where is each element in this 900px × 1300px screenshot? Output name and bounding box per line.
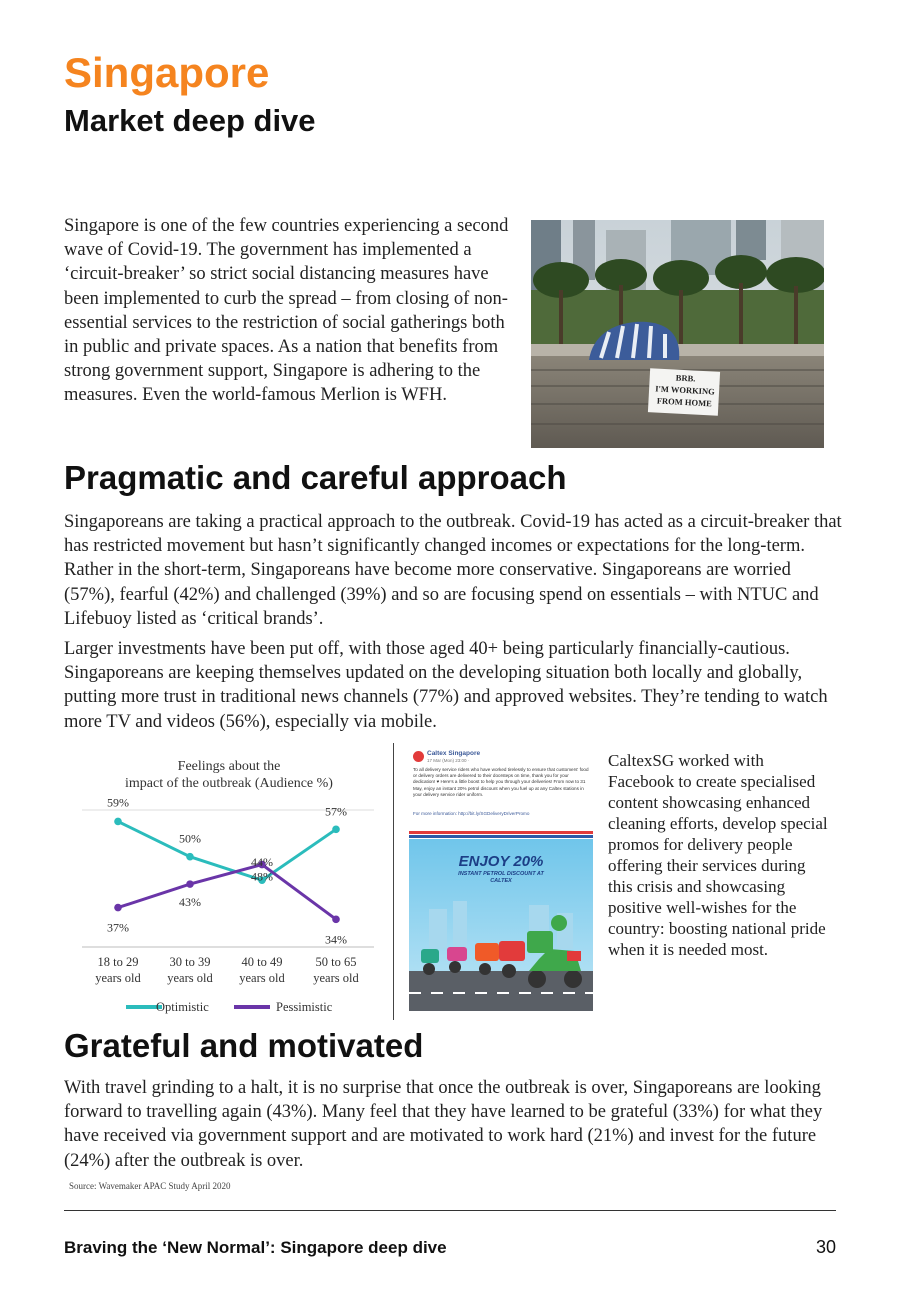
merlion-sign	[650, 370, 720, 410]
data-label-optimistic: 50%	[179, 831, 201, 846]
x-tick-label: 30 to 39	[169, 955, 211, 969]
page-subtitle: Market deep dive	[64, 103, 316, 138]
source-note: Source: Wavemaker APAC Study April 2020	[69, 1181, 231, 1191]
legend-label-pessimistic: Pessimistic	[276, 1000, 333, 1014]
section-heading-pragmatic: Pragmatic and careful approach	[64, 459, 567, 496]
x-tick-label: years old	[167, 971, 213, 985]
column-divider	[393, 743, 394, 1020]
post-link[interactable]: For more information: http://bit.ly/SGDeliveryDriverPromo	[413, 811, 530, 816]
promo-banner	[409, 831, 593, 1011]
x-tick-label: 40 to 49	[241, 955, 283, 969]
data-label-pessimistic: 37%	[107, 920, 129, 935]
caltex-caption: CaltexSG worked with Facebook to create specialised content showcasing enhanced cleaning efforts, develop special promos for delivery people offering their services during this crisis and showcasing positive well-wishes for the country: boosting national pride when it is needed most.	[608, 751, 828, 959]
sign-line: I'M WORKING	[654, 383, 716, 397]
pragmatic-paragraph-1: Singaporeans are taking a practical approach to the outbreak. Covid-19 has acted as a circuit-breaker that has restricted movement but hasn’t significantly changed incomes or expectations for the long-term. Rather in the short-term, Singaporeans have become more conservative. Singaporeans are worried (57%), fearful (42%) and challenged (39%) and so are focusing spend on essentials – with NTUC and Lifebuoy listed as ‘critical brands’.	[64, 512, 842, 629]
promo-subline: INSTANT PETROL DISCOUNT AT CALTEX	[458, 871, 544, 884]
page-title: Singapore	[64, 49, 270, 96]
pragmatic-paragraph-2: Larger investments have been put off, with those aged 40+ being particularly financially-cautious. Singaporeans are keeping themselves updated on the developing situation both locally and globally, putting more trust in traditional news channels (77%) and approved websites. They’re tending to watch more TV and videos (56%), especially via mobile.	[64, 639, 828, 732]
post-text: To all delivery service riders who have worked tirelessly to ensure that customers' food or delivery orders are delivered to their doorsteps on time, thank you for your dedication! ♥ Here's a little boost to help you through your deliveries! From now to 31 May, enjoy an instant 20% petrol discount when you fuel up at any Caltex stations in your delivery service rider uniform.	[413, 767, 589, 797]
data-label-pessimistic: 34%	[325, 932, 347, 947]
data-point-optimistic	[332, 826, 340, 834]
sign-line: FROM HOME	[656, 395, 713, 409]
data-label-optimistic: 59%	[107, 795, 129, 810]
chart-title: Feelings about the	[177, 759, 281, 774]
page-number: 30	[815, 1237, 836, 1257]
series-line-pessimistic	[118, 865, 336, 920]
x-tick-label: years old	[239, 971, 285, 985]
x-tick-label: 50 to 65	[315, 955, 357, 969]
data-point-optimistic	[186, 853, 194, 861]
data-point-optimistic	[114, 818, 122, 826]
footer-rule	[64, 1210, 836, 1211]
footer-title: Braving the ‘New Normal’: Singapore deep dive	[64, 1238, 447, 1257]
x-tick-label: years old	[95, 971, 141, 985]
post-date: 17 Mar (Mon) 23:00 ·	[427, 758, 470, 763]
data-point-pessimistic	[114, 904, 122, 912]
chart-title: impact of the outbreak (Audience %)	[125, 776, 333, 791]
x-tick-label: 18 to 29	[97, 955, 139, 969]
series-line-optimistic	[118, 821, 336, 880]
caltex-avatar	[413, 751, 424, 762]
data-label-pessimistic: 43%	[179, 895, 201, 910]
intro-paragraph: Singapore is one of the few countries experiencing a second wave of Covid-19. The government has implemented a ‘circuit-breaker’ so strict social distancing measures have been implemented to curb the spread – from closing of non-essential services to the restriction of social gatherings both in public and private spaces. As a nation that benefits from strong government support, Singapore is adhering to the measures. Even the world-famous Merlion is WFH.	[64, 216, 509, 406]
merlion-photo	[531, 220, 824, 448]
data-label-optimistic: 57%	[325, 804, 347, 819]
data-label-optimistic: 44%	[251, 855, 273, 870]
data-label-pessimistic: 48%	[251, 869, 273, 884]
x-tick-label: years old	[313, 971, 359, 985]
post-account-name: Caltex Singapore	[427, 750, 481, 757]
grateful-paragraph: With travel grinding to a halt, it is no surprise that once the outbreak is over, Singaporeans are looking forward to travelling again (43%). Many feel that they have learned to be grateful (33%) for what they have received via government support and are motivated to work hard (21%) and invest for the future (24%) after the outbreak is over.	[64, 1078, 823, 1171]
sign-line: BRB.	[675, 372, 696, 384]
legend-label-optimistic: Optimistic	[156, 1000, 209, 1014]
data-point-pessimistic	[186, 880, 194, 888]
feelings-chart	[64, 748, 394, 1018]
data-point-pessimistic	[332, 916, 340, 924]
feelings-line-chart	[64, 748, 394, 1018]
promo-headline: ENJOY 20%	[458, 853, 544, 870]
caltex-facebook-post	[409, 745, 593, 1011]
merlion-photo-illustration	[531, 220, 824, 448]
section-heading-grateful: Grateful and motivated	[64, 1027, 424, 1064]
